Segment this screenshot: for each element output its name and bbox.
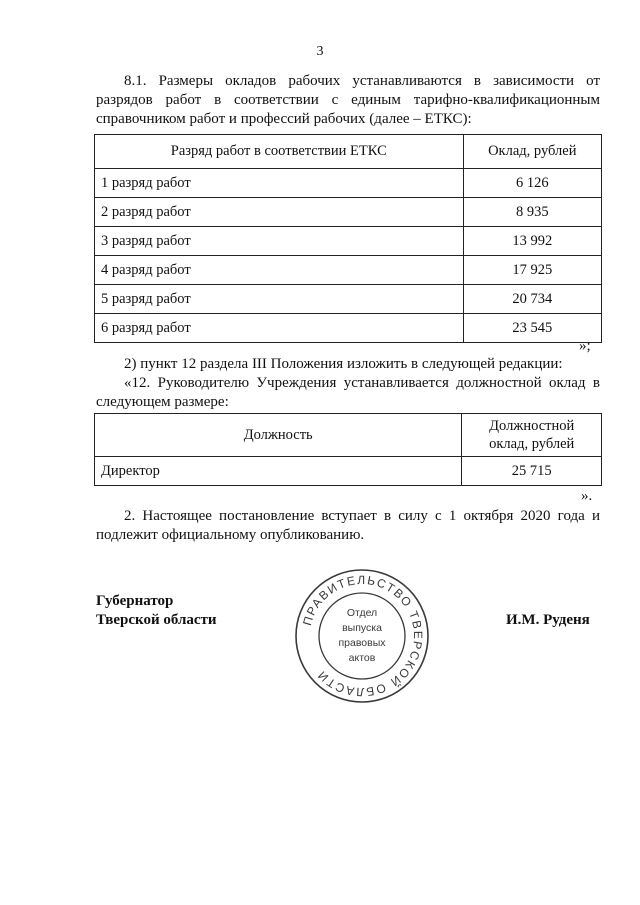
grade-cell: 6 разряд работ [95,314,464,343]
item-2-paragraph: 2) пункт 12 раздела III Положения изложить в следующей редакции: [124,356,563,372]
salary-cell: 17 925 [463,256,601,285]
table-row [95,457,602,486]
stamp-outer-ring [296,570,428,702]
salary-cell: 13 992 [463,227,601,256]
position-cell: Директор [95,457,462,486]
header-official-salary: Должностной оклад, рублей [462,414,602,457]
table-row [95,314,602,343]
header-grade: Разряд работ в соответствии ЕТКС [95,135,464,169]
table-row [95,169,602,198]
table1-closing-quote: »; [579,338,591,354]
stamp-center-line-1: Отдел [346,607,378,619]
grade-cell: 3 разряд работ [95,227,464,256]
stamp-ring-text: ПРАВИТЕЛЬСТВО ТВЕРСКОЙ ОБЛАСТИ [300,572,426,700]
page-number: 3 [316,44,324,59]
grade-salary-table [94,134,602,343]
header-position: Должность [95,414,462,457]
signatory-title-line1: Губернатор [96,593,174,609]
grade-cell: 5 разряд работ [95,285,464,314]
grade-cell: 2 разряд работ [95,198,464,227]
intro-paragraph: 8.1. Размеры окладов рабочих устанавливаются в зависимости от разрядов работ в соответствии с единым тарифно-квалификационным справочником работ и профессий рабочих (далее – ЕТКС): [96,73,600,127]
table-row [95,198,602,227]
position-salary-table [94,413,602,486]
salary-cell: 20 734 [463,285,601,314]
table-header-row [95,414,602,457]
grade-cell: 1 разряд работ [95,169,464,198]
table-row [95,285,602,314]
table-row [95,227,602,256]
signatory-name: И.М. Руденя [506,612,590,628]
salary-cell: 23 545 [463,314,601,343]
effective-date-paragraph: 2. Настоящее постановление вступает в силу с 1 октября 2020 года и подлежит официальному опубликованию. [96,508,600,543]
stamp-center-line-4: актов [348,652,376,664]
grade-cell: 4 разряд работ [95,256,464,285]
stamp-inner-ring [319,593,405,679]
table-header-row [95,135,602,169]
stamp-center-line-2: выпуска [342,622,382,634]
salary-cell: 25 715 [462,457,602,486]
header-salary: Оклад, рублей [463,135,601,169]
signatory-title-line2: Тверской области [96,612,217,628]
table-row [95,256,602,285]
stamp-center-line-3: правовых [338,637,386,649]
salary-cell: 8 935 [463,198,601,227]
signatory-title [96,592,217,630]
table2-closing-quote: ». [581,488,593,504]
salary-cell: 6 126 [463,169,601,198]
official-stamp [292,566,432,706]
item-12-paragraph: «12. Руководителю Учреждения устанавливается должностной оклад в следующем размере: [96,375,600,410]
